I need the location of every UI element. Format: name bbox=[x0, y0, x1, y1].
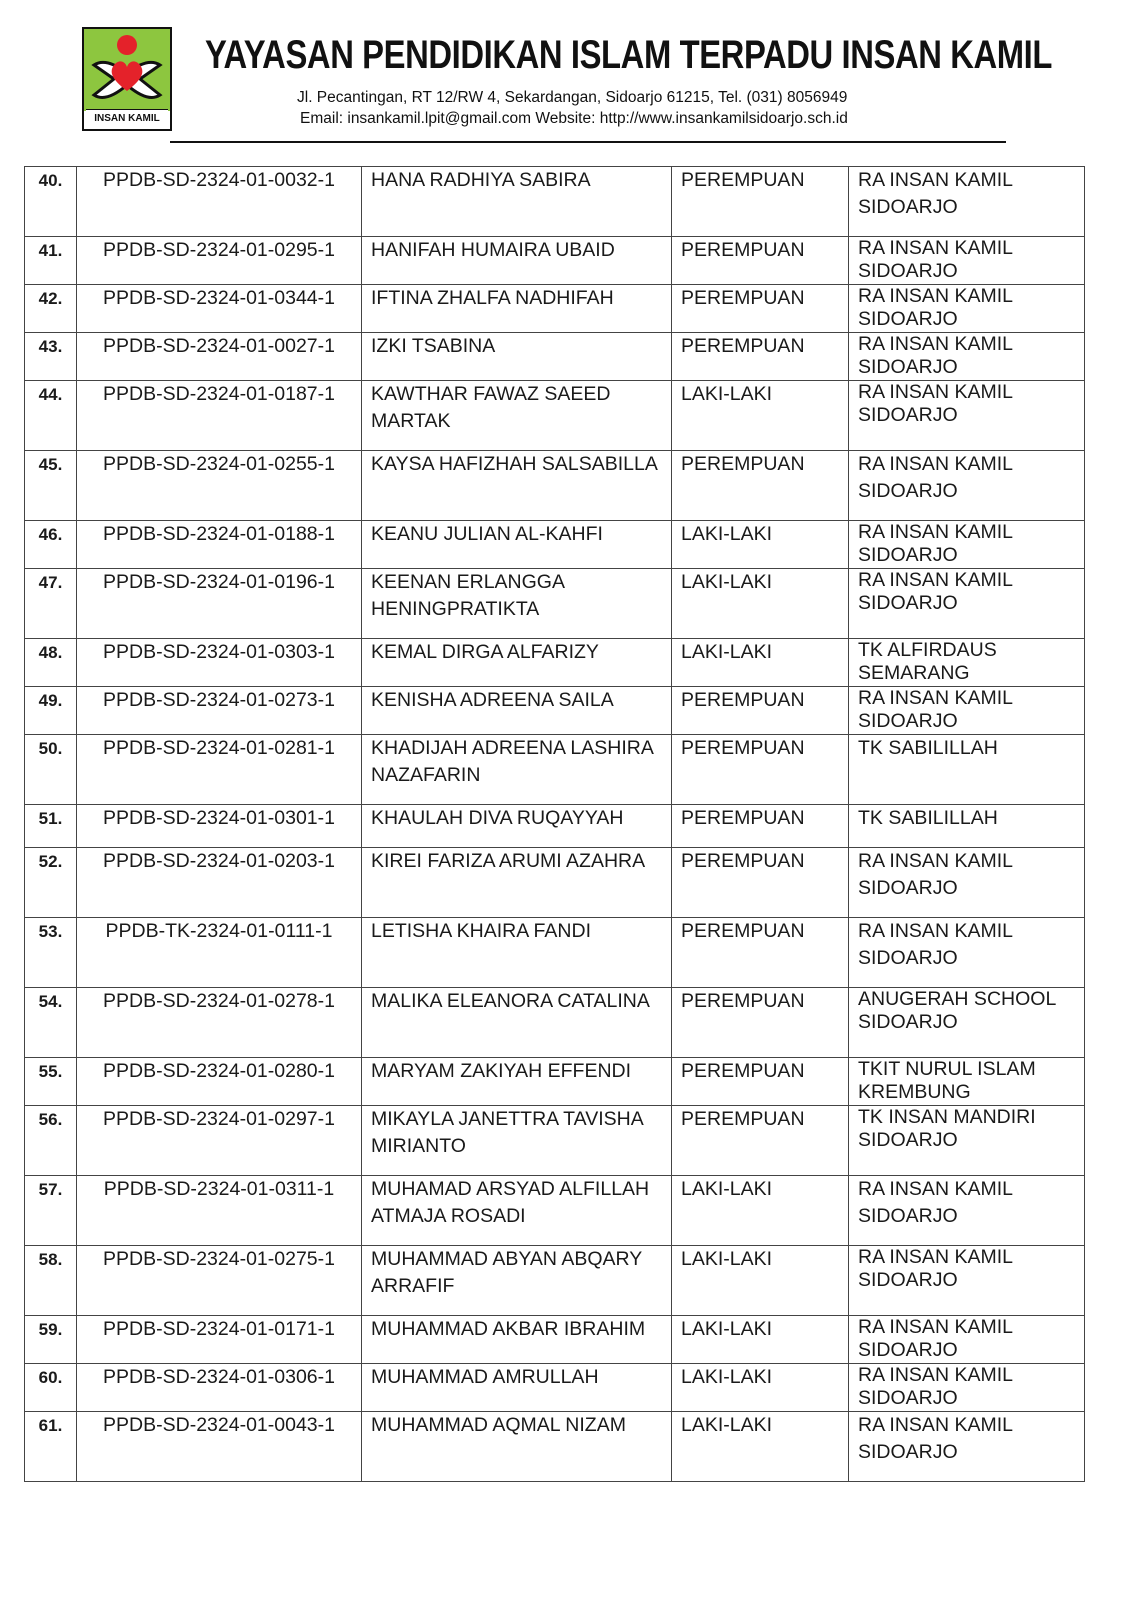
origin-school: RA INSAN KAMIL SIDOARJO bbox=[849, 333, 1085, 381]
student-name: KHAULAH DIVA RUQAYYAH bbox=[362, 805, 672, 848]
registration-number: PPDB-SD-2324-01-0303-1 bbox=[77, 639, 362, 687]
student-name: HANIFAH HUMAIRA UBAID bbox=[362, 237, 672, 285]
table-row bbox=[25, 451, 1085, 521]
table-row bbox=[25, 521, 1085, 569]
table-row bbox=[25, 1106, 1085, 1176]
origin-school: RA INSAN KAMIL SIDOARJO bbox=[849, 381, 1085, 451]
origin-school: RA INSAN KAMIL SIDOARJO bbox=[849, 451, 1085, 521]
table-row bbox=[25, 1058, 1085, 1106]
origin-school: RA INSAN KAMIL SIDOARJO bbox=[849, 848, 1085, 918]
registration-number: PPDB-SD-2324-01-0273-1 bbox=[77, 687, 362, 735]
student-name: MUHAMMAD AQMAL NIZAM bbox=[362, 1412, 672, 1482]
student-name: MUHAMAD ARSYAD ALFILLAH ATMAJA ROSADI bbox=[362, 1176, 672, 1246]
row-number: 45. bbox=[25, 451, 77, 521]
student-gender: LAKI-LAKI bbox=[672, 521, 849, 569]
registration-number: PPDB-SD-2324-01-0187-1 bbox=[77, 381, 362, 451]
student-name: KAYSA HAFIZHAH SALSABILLA bbox=[362, 451, 672, 521]
origin-school: RA INSAN KAMIL SIDOARJO bbox=[849, 1246, 1085, 1316]
table-row bbox=[25, 1246, 1085, 1316]
student-name: MIKAYLA JANETTRA TAVISHA MIRIANTO bbox=[362, 1106, 672, 1176]
student-gender: LAKI-LAKI bbox=[672, 639, 849, 687]
student-gender: PEREMPUAN bbox=[672, 735, 849, 805]
student-gender: LAKI-LAKI bbox=[672, 1176, 849, 1246]
table-row bbox=[25, 988, 1085, 1058]
table-row bbox=[25, 805, 1085, 848]
origin-school: RA INSAN KAMIL SIDOARJO bbox=[849, 167, 1085, 237]
registration-number: PPDB-SD-2324-01-0311-1 bbox=[77, 1176, 362, 1246]
logo-emblem-icon bbox=[84, 29, 170, 111]
row-number: 46. bbox=[25, 521, 77, 569]
student-name: KEENAN ERLANGGA HENINGPRATIKTA bbox=[362, 569, 672, 639]
registration-number: PPDB-SD-2324-01-0297-1 bbox=[77, 1106, 362, 1176]
student-gender: PEREMPUAN bbox=[672, 918, 849, 988]
student-name: KIREI FARIZA ARUMI AZAHRA bbox=[362, 848, 672, 918]
table-row bbox=[25, 918, 1085, 988]
student-table bbox=[24, 166, 1085, 1482]
insan-kamil-logo bbox=[82, 27, 172, 131]
student-gender: PEREMPUAN bbox=[672, 988, 849, 1058]
student-gender: LAKI-LAKI bbox=[672, 381, 849, 451]
student-gender: PEREMPUAN bbox=[672, 1058, 849, 1106]
student-gender: PEREMPUAN bbox=[672, 167, 849, 237]
row-number: 58. bbox=[25, 1246, 77, 1316]
origin-school: RA INSAN KAMIL SIDOARJO bbox=[849, 1176, 1085, 1246]
organization-title: YAYASAN PENDIDIKAN ISLAM TERPADU INSAN KAMIL bbox=[205, 33, 1053, 77]
logo-text: INSAN KAMIL bbox=[86, 109, 168, 127]
table-row bbox=[25, 735, 1085, 805]
student-gender: LAKI-LAKI bbox=[672, 1246, 849, 1316]
student-name: KHADIJAH ADREENA LASHIRA NAZAFARIN bbox=[362, 735, 672, 805]
student-gender: LAKI-LAKI bbox=[672, 1412, 849, 1482]
origin-school: RA INSAN KAMIL SIDOARJO bbox=[849, 569, 1085, 639]
table-row bbox=[25, 333, 1085, 381]
origin-school: TK ALFIRDAUS SEMARANG bbox=[849, 639, 1085, 687]
row-number: 48. bbox=[25, 639, 77, 687]
table-row bbox=[25, 687, 1085, 735]
row-number: 50. bbox=[25, 735, 77, 805]
row-number: 42. bbox=[25, 285, 77, 333]
registration-number: PPDB-SD-2324-01-0171-1 bbox=[77, 1316, 362, 1364]
registration-number: PPDB-SD-2324-01-0280-1 bbox=[77, 1058, 362, 1106]
row-number: 53. bbox=[25, 918, 77, 988]
table-row bbox=[25, 639, 1085, 687]
student-gender: PEREMPUAN bbox=[672, 237, 849, 285]
table-row bbox=[25, 167, 1085, 237]
table-row bbox=[25, 569, 1085, 639]
student-gender: PEREMPUAN bbox=[672, 805, 849, 848]
registration-number: PPDB-SD-2324-01-0344-1 bbox=[77, 285, 362, 333]
registration-number: PPDB-SD-2324-01-0255-1 bbox=[77, 451, 362, 521]
registration-number: PPDB-SD-2324-01-0301-1 bbox=[77, 805, 362, 848]
letterhead bbox=[0, 0, 1131, 160]
table-row bbox=[25, 237, 1085, 285]
student-gender: LAKI-LAKI bbox=[672, 569, 849, 639]
registration-number: PPDB-SD-2324-01-0278-1 bbox=[77, 988, 362, 1058]
registration-number: PPDB-SD-2324-01-0203-1 bbox=[77, 848, 362, 918]
row-number: 55. bbox=[25, 1058, 77, 1106]
organization-contact: Email: insankamil.lpit@gmail.com Website: http://www.insankamilsidoarjo.sch.id bbox=[300, 110, 848, 127]
row-number: 43. bbox=[25, 333, 77, 381]
registration-number: PPDB-SD-2324-01-0032-1 bbox=[77, 167, 362, 237]
table-row bbox=[25, 285, 1085, 333]
origin-school: TK SABILILLAH bbox=[849, 805, 1085, 848]
row-number: 44. bbox=[25, 381, 77, 451]
row-number: 52. bbox=[25, 848, 77, 918]
row-number: 47. bbox=[25, 569, 77, 639]
row-number: 40. bbox=[25, 167, 77, 237]
student-name: KAWTHAR FAWAZ SAEED MARTAK bbox=[362, 381, 672, 451]
row-number: 57. bbox=[25, 1176, 77, 1246]
origin-school: RA INSAN KAMIL SIDOARJO bbox=[849, 918, 1085, 988]
table-row bbox=[25, 1412, 1085, 1482]
row-number: 61. bbox=[25, 1412, 77, 1482]
table-row bbox=[25, 1316, 1085, 1364]
row-number: 56. bbox=[25, 1106, 77, 1176]
student-name: KEANU JULIAN AL-KAHFI bbox=[362, 521, 672, 569]
table-row bbox=[25, 1176, 1085, 1246]
student-name: KEMAL DIRGA ALFARIZY bbox=[362, 639, 672, 687]
table-row bbox=[25, 381, 1085, 451]
student-name: LETISHA KHAIRA FANDI bbox=[362, 918, 672, 988]
origin-school: ANUGERAH SCHOOL SIDOARJO bbox=[849, 988, 1085, 1058]
registration-number: PPDB-TK-2324-01-0111-1 bbox=[77, 918, 362, 988]
student-name: HANA RADHIYA SABIRA bbox=[362, 167, 672, 237]
row-number: 49. bbox=[25, 687, 77, 735]
student-gender: LAKI-LAKI bbox=[672, 1316, 849, 1364]
student-gender: PEREMPUAN bbox=[672, 451, 849, 521]
registration-number: PPDB-SD-2324-01-0281-1 bbox=[77, 735, 362, 805]
student-gender: PEREMPUAN bbox=[672, 848, 849, 918]
registration-number: PPDB-SD-2324-01-0295-1 bbox=[77, 237, 362, 285]
student-gender: PEREMPUAN bbox=[672, 687, 849, 735]
student-gender: PEREMPUAN bbox=[672, 1106, 849, 1176]
student-name: MUHAMMAD AKBAR IBRAHIM bbox=[362, 1316, 672, 1364]
student-gender: PEREMPUAN bbox=[672, 333, 849, 381]
student-name: IZKI TSABINA bbox=[362, 333, 672, 381]
registration-number: PPDB-SD-2324-01-0188-1 bbox=[77, 521, 362, 569]
origin-school: RA INSAN KAMIL SIDOARJO bbox=[849, 1364, 1085, 1412]
student-name: MARYAM ZAKIYAH EFFENDI bbox=[362, 1058, 672, 1106]
student-gender: PEREMPUAN bbox=[672, 285, 849, 333]
origin-school: TKIT NURUL ISLAM KREMBUNG bbox=[849, 1058, 1085, 1106]
origin-school: RA INSAN KAMIL SIDOARJO bbox=[849, 1412, 1085, 1482]
origin-school: RA INSAN KAMIL SIDOARJO bbox=[849, 285, 1085, 333]
registration-number: PPDB-SD-2324-01-0306-1 bbox=[77, 1364, 362, 1412]
table-row bbox=[25, 848, 1085, 918]
origin-school: TK SABILILLAH bbox=[849, 735, 1085, 805]
registration-number: PPDB-SD-2324-01-0027-1 bbox=[77, 333, 362, 381]
row-number: 51. bbox=[25, 805, 77, 848]
origin-school: RA INSAN KAMIL SIDOARJO bbox=[849, 1316, 1085, 1364]
origin-school: RA INSAN KAMIL SIDOARJO bbox=[849, 237, 1085, 285]
origin-school: RA INSAN KAMIL SIDOARJO bbox=[849, 687, 1085, 735]
header-divider bbox=[170, 141, 1006, 143]
logo-head-icon bbox=[117, 35, 137, 55]
row-number: 60. bbox=[25, 1364, 77, 1412]
student-name: IFTINA ZHALFA NADHIFAH bbox=[362, 285, 672, 333]
registration-number: PPDB-SD-2324-01-0043-1 bbox=[77, 1412, 362, 1482]
student-name: MUHAMMAD ABYAN ABQARY ARRAFIF bbox=[362, 1246, 672, 1316]
student-gender: LAKI-LAKI bbox=[672, 1364, 849, 1412]
table-row bbox=[25, 1364, 1085, 1412]
organization-address: Jl. Pecantingan, RT 12/RW 4, Sekardangan, Sidoarjo 61215, Tel. (031) 8056949 bbox=[297, 89, 848, 106]
row-number: 41. bbox=[25, 237, 77, 285]
origin-school: RA INSAN KAMIL SIDOARJO bbox=[849, 521, 1085, 569]
row-number: 54. bbox=[25, 988, 77, 1058]
origin-school: TK INSAN MANDIRI SIDOARJO bbox=[849, 1106, 1085, 1176]
student-name: KENISHA ADREENA SAILA bbox=[362, 687, 672, 735]
student-name: MALIKA ELEANORA CATALINA bbox=[362, 988, 672, 1058]
student-name: MUHAMMAD AMRULLAH bbox=[362, 1364, 672, 1412]
registration-number: PPDB-SD-2324-01-0196-1 bbox=[77, 569, 362, 639]
registration-number: PPDB-SD-2324-01-0275-1 bbox=[77, 1246, 362, 1316]
row-number: 59. bbox=[25, 1316, 77, 1364]
